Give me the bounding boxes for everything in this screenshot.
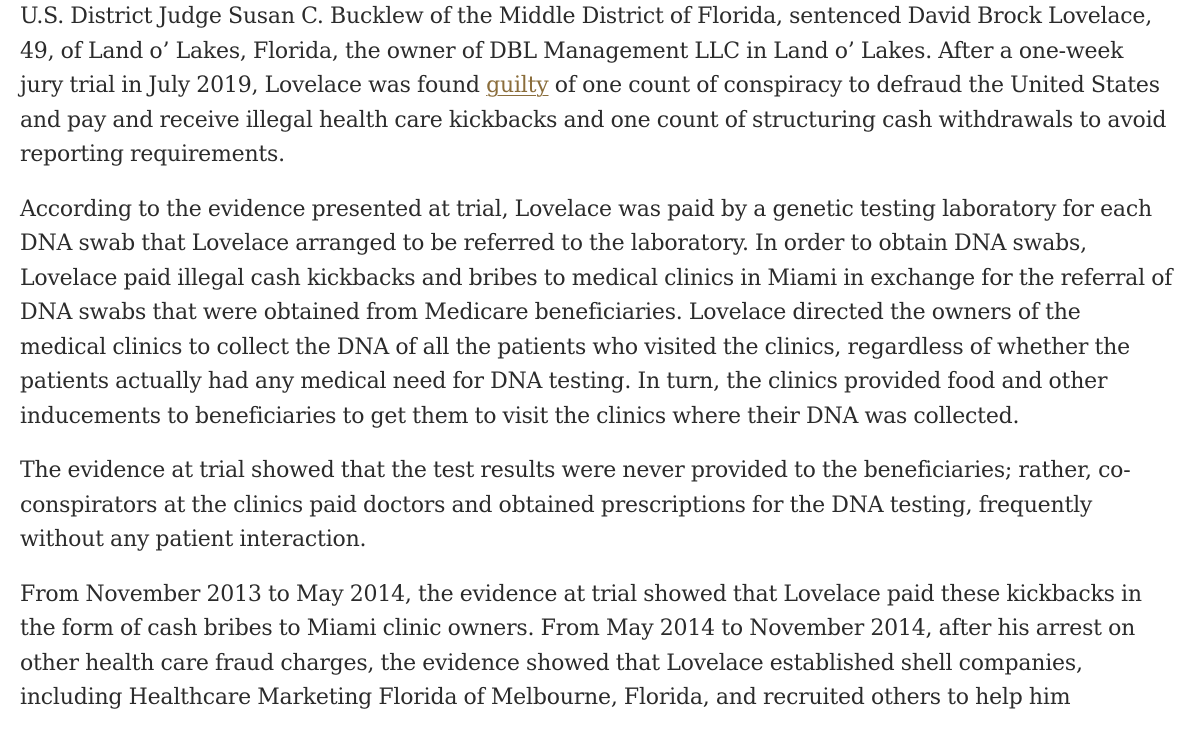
text-line: Lovelace paid illegal cash kickbacks and bribes to medical clinics in Miami in exchange for the referral of	[20, 265, 1173, 291]
paragraph-sentencing	[20, 0, 1180, 173]
text-line: other health care fraud charges, the evidence showed that Lovelace established shell companies,	[20, 650, 1083, 676]
text-segment: jury trial in July 2019, Lovelace was found	[20, 73, 487, 98]
article-body	[20, 0, 1180, 716]
paragraph-test-results	[20, 454, 1180, 558]
text-line: DNA swabs that were obtained from Medicare beneficiaries. Lovelace directed the owners of the	[20, 300, 1081, 325]
paragraph-timeline	[20, 578, 1180, 716]
text-line: According to the evidence presented at trial, Lovelace was paid by a genetic testing laboratory for each	[20, 196, 1152, 222]
text-line: conspirators at the clinics paid doctors and obtained prescriptions for the DNA testing, frequently	[20, 492, 1093, 518]
text-line: patients actually had any medical need for DNA testing. In turn, the clinics provided food and other	[20, 369, 1108, 394]
paragraph-evidence	[20, 193, 1180, 435]
text-line: including Healthcare Marketing Florida of Melbourne, Florida, and recruited others to help him	[20, 685, 1071, 710]
text-segment: of one count of conspiracy to defraud the United States	[548, 73, 1160, 98]
text-line: and pay and receive illegal health care kickbacks and one count of structuring cash withdrawals to avoid	[20, 107, 1167, 133]
text-line: reporting requirements.	[20, 142, 285, 167]
text-line: the form of cash bribes to Miami clinic owners. From May 2014 to November 2014, after his arrest on	[20, 616, 1136, 641]
text-line: From November 2013 to May 2014, the evidence at trial showed that Lovelace paid these kickbacks in	[20, 581, 1142, 607]
text-line: DNA swab that Lovelace arranged to be referred to the laboratory. In order to obtain DNA swabs,	[20, 231, 1087, 256]
text-line: The evidence at trial showed that the test results were never provided to the beneficiaries; rather, co-	[20, 458, 1131, 483]
guilty-link[interactable]: guilty	[486, 73, 549, 98]
text-line: U.S. District Judge Susan C. Bucklew of the Middle District of Florida, sentenced David Brock Lovelace,	[20, 4, 1153, 29]
text-line	[20, 69, 1180, 104]
text-line: without any patient interaction.	[20, 527, 367, 552]
text-line: 49, of Land o’ Lakes, Florida, the owner of DBL Management LLC in Land o’ Lakes. After a one-week	[20, 38, 1124, 64]
text-line: medical clinics to collect the DNA of all the patients who visited the clinics, regardless of whether the	[20, 334, 1130, 360]
text-line: inducements to beneficiaries to get them to visit the clinics where their DNA was collected.	[20, 403, 1020, 429]
